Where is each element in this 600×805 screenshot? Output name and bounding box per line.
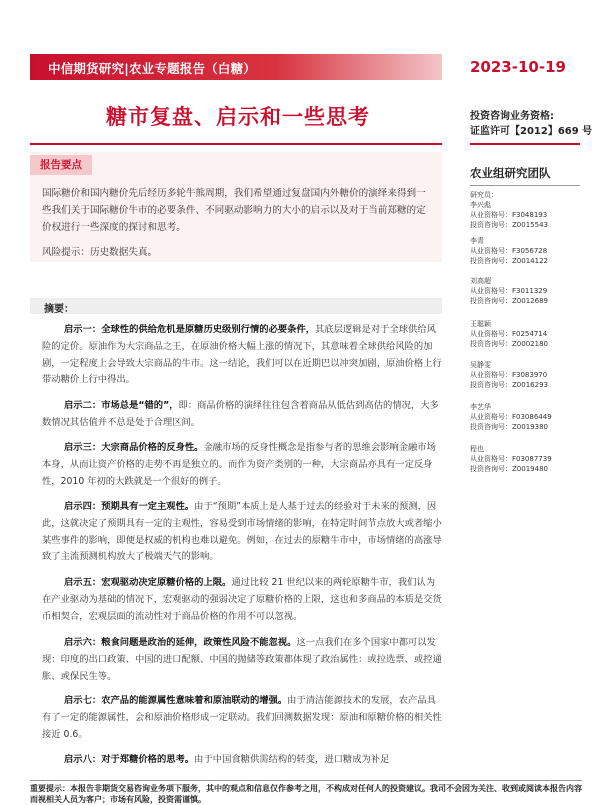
team-divider	[470, 185, 580, 186]
team-member: 李艺华 从业资格号：F03086449 投资咨询号：Z0019380	[470, 403, 552, 431]
qualification-label: 投资咨询业务资格:	[470, 111, 554, 122]
team-member: 吴静雯 从业资格号：F3083970 投资咨询号：Z0016293	[470, 361, 548, 389]
team-title: 农业组研究团队	[470, 166, 551, 180]
abstract-paragraph-5: 启示五：宏观驱动决定原糖价格的上限。通过比较 21 世纪以来的两轮原糖牛市，我们认为在产业驱动为基础的情况下，宏观驱动的强弱决定了原糖价格的上限，这也和多商品的本质是交货币相契合，宏观层面的流动性对于商品价格的作用不可以忽视。	[42, 577, 442, 622]
team-member: 李青 从业资格号：F3056728 投资咨询号：Z0014122	[470, 237, 548, 265]
title-divider	[30, 143, 442, 145]
abstract-paragraph-6: 启示六：粮食问题是政治的延伸，政策性风险不能忽视。这一点我们在多个国家中都可以发现：印度的出口政策、中国的进口配额、中国的抛储等政策都体现了政治属性：或拉选票、或控通胀、或保民生等。	[42, 637, 442, 682]
report-date: 2023-10-19	[470, 58, 566, 76]
page-title: 糖市复盘、启示和一些思考	[106, 105, 370, 129]
abstract-paragraph-8: 启示八：对于郑糖价格的思考。由于中国食糖供需结构的转变，进口糖成为补足	[64, 754, 390, 765]
abstract-bar	[30, 298, 442, 314]
footer-divider	[30, 780, 582, 781]
team-member: 程也 从业资格号：F03087739 投资咨询号：Z0019480	[470, 445, 552, 473]
team-member: 王聪颖 从业资格号：F0254714 投资咨询号：Z0002180	[470, 320, 548, 348]
abstract-paragraph-4: 启示四：预期具有一定主观性。由于“预期”本质上是人基于过去的经验对于未来的预测，因此，这就决定了预期具有一定的主观性，容易受到市场情绪的影响，在特定时间节点放大或者缩小某些事件的影响，即便是权威的机构也难以避免。例如，在过去的原糖牛市中，市场情绪的高涨导致了主流预测机构放大了极端天气的影响。	[42, 501, 442, 563]
team-member: 刘高超 从业资格号：F3011329 投资咨询号：Z0012689	[470, 277, 548, 305]
abstract-paragraph-7: 启示七：农产品的能源属性意味着和原油联动的增强。由于清洁能源技术的发展，农产品具有了一定的能源属性，会和原油价格形成一定联动。我们回测数据发现：原油和原糖价格的相关性接近 0.6。	[42, 695, 442, 740]
abstract-paragraph-2: 启示二：市场总是“错的”，即：商品价格的演绎往往包含着商品从低估到高估的情况，大多数情况其估值并不总是处于合理区间。	[42, 400, 439, 428]
summary-text: 国际糖价和国内糖价先后经历多轮牛熊周期，我们希望通过复盘国内外糖价的演绎来得到一些我们关于国际糖价牛市的必要条件、不同驱动影响力的大小的启示以及对于当前郑糖的定价权进行一些深度的探讨和思考。	[42, 188, 426, 233]
footer-disclaimer: 重要提示：本报告非期货交易咨询业务项下服务，其中的观点和信息仅作参考之用，不构成对任何人的投资建议。我司不会因为关注、收到或阅读本报告内容而视相关人员为客户；市场有风险，投资需谨慎。	[30, 784, 582, 804]
abstract-paragraph-3: 启示三：大宗商品价格的反身性。金融市场的反身性概念是指参与者的思维会影响金融市场本身，从而让资产价格的走势不再是独立的。而作为资产类别的一种，大宗商品亦具有一定反身性，2010 年初的大跌就是一个很好的例子。	[42, 442, 436, 487]
qualification-license: 证监许可【2012】669 号	[470, 126, 593, 137]
team-member: 研究员： 李兴彪 从业资格号：F3048193 投资咨询号：Z0015543	[470, 191, 548, 229]
abstract-label: 摘要：	[44, 304, 74, 315]
risk-note: 风险提示：历史数据失真。	[42, 247, 158, 258]
sidebar-divider	[470, 143, 580, 145]
summary-label: 报告要点	[30, 155, 92, 175]
report-tag: 中信期货研究|农业专题报告（白糖）	[48, 61, 256, 76]
abstract-paragraph-1: 启示一：全球性的供给危机是原糖历史级别行情的必要条件，其底层逻辑是对于全球供给风险的定价。原油作为大宗商品之王，在原油价格大幅上涨的情况下，其意味着全球供给风险的加剧，一定程度上会导致大宗商品的牛市。这一结论，我们可以在近期巴以冲突加剧，原油价格上行带动糖价上行中得出。	[42, 324, 442, 386]
